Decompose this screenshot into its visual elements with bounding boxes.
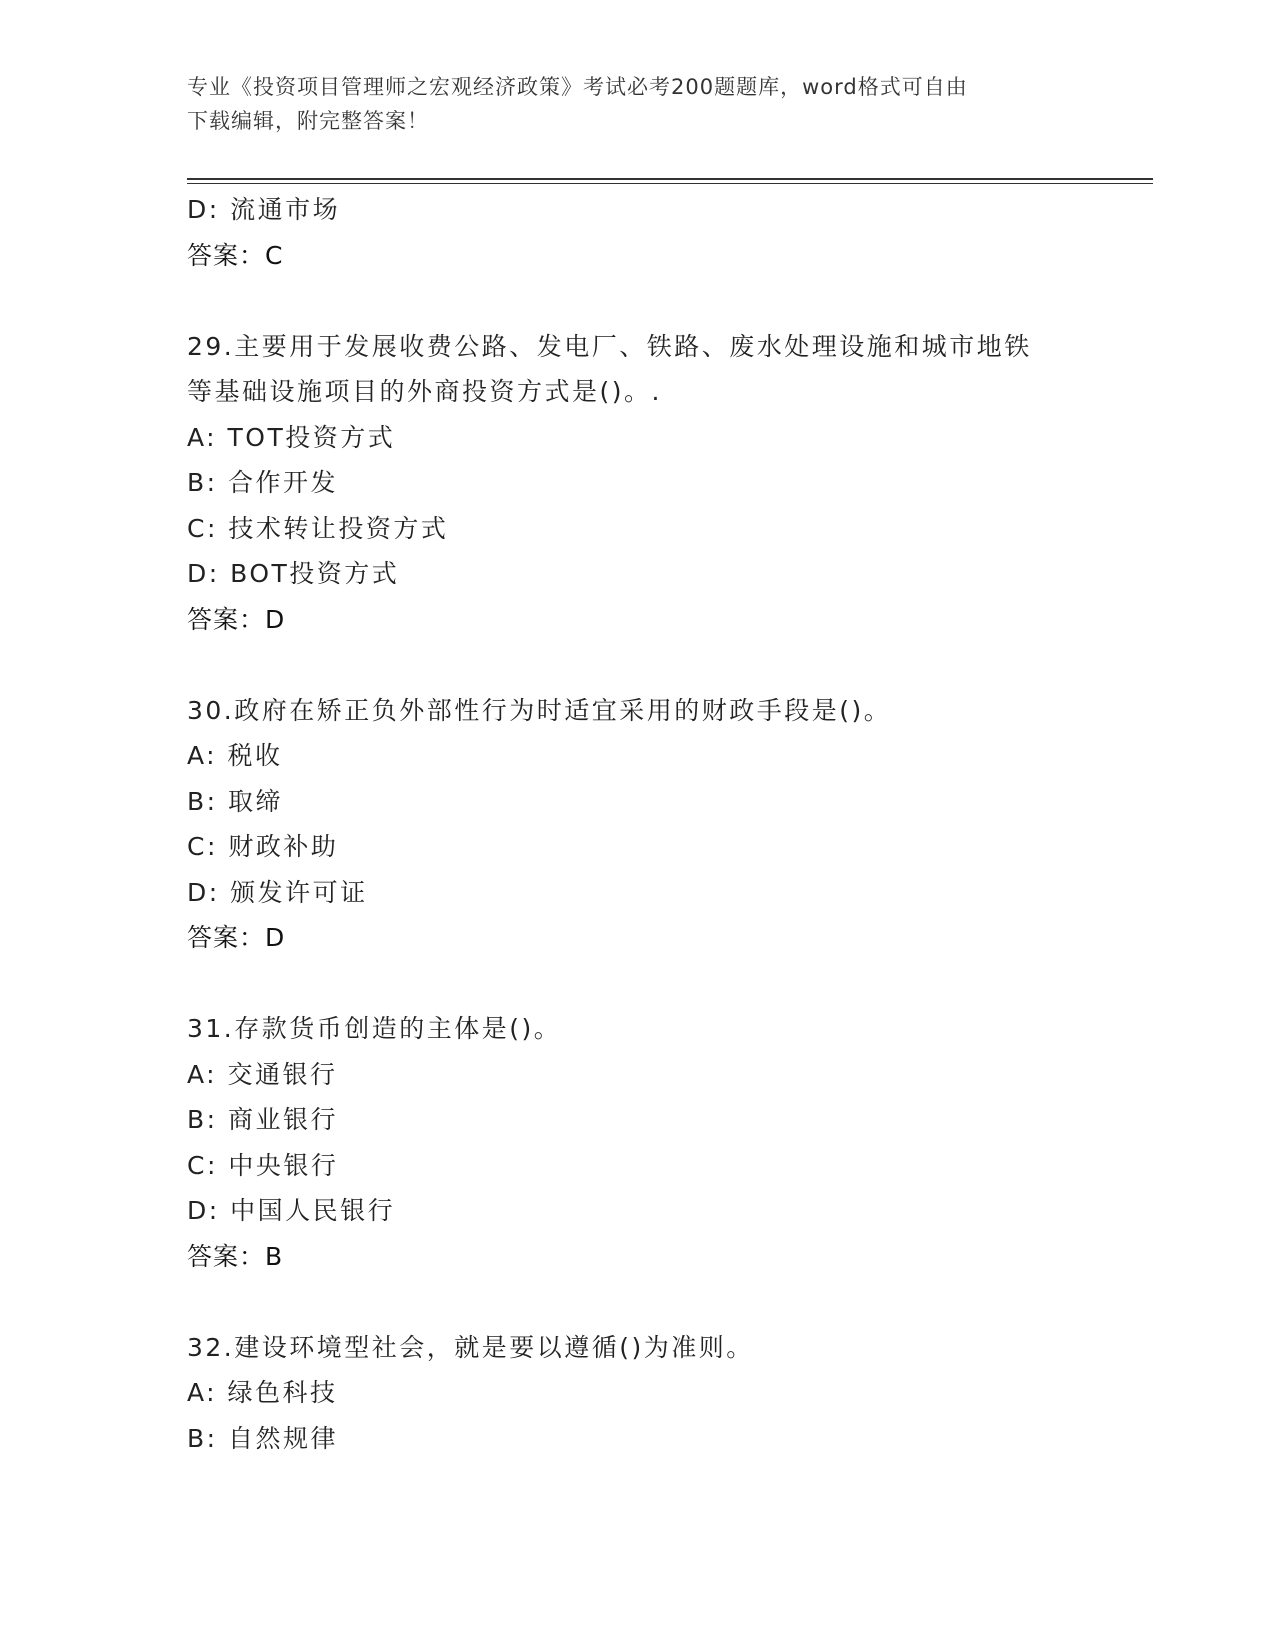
question-stem: 32.建设环境型社会，就是要以遵循()为准则。: [187, 1332, 754, 1362]
option-a: A: 绿色科技: [187, 1378, 338, 1407]
spacer: [187, 642, 1087, 688]
header-line-2: 下载编辑，附完整答案！: [187, 109, 429, 133]
question-30: [187, 688, 1087, 961]
option-a: A: TOT投资方式: [187, 422, 396, 452]
option-a: A: 税收: [187, 741, 283, 770]
question-32: [187, 1325, 1087, 1462]
option-b: B: 合作开发: [187, 468, 339, 497]
option-b: B: 自然规律: [187, 1423, 339, 1453]
question-stem: 29.主要用于发展收费公路、发电厂、铁路、废水处理设施和城市地铁: [187, 331, 1032, 361]
question-29: [187, 324, 1087, 643]
option-b: B: 取缔: [187, 786, 284, 816]
header-line-1: 专业《投资项目管理师之宏观经济政策》考试必考200题题库，word格式可自由: [187, 75, 968, 99]
option-c: C: 财政补助: [187, 832, 339, 861]
option-d: D: 颁发许可证: [187, 877, 368, 907]
answer-line: 答案：B: [187, 1241, 284, 1271]
question-stem: 31.存款货币创造的主体是()。: [187, 1014, 562, 1043]
option-d: D: 流通市场: [187, 195, 341, 224]
answer-line: 答案：C: [187, 240, 284, 270]
option-c: C: 技术转让投资方式: [187, 513, 449, 543]
page-header: [187, 70, 1067, 138]
spacer: [187, 1279, 1087, 1325]
question-28-carryover: [187, 187, 1087, 278]
document-body: [187, 187, 1087, 1461]
spacer: [187, 961, 1087, 1007]
option-d: D: 中国人民银行: [187, 1196, 396, 1225]
option-d: D: BOT投资方式: [187, 559, 400, 588]
answer-line: 答案：D: [187, 604, 286, 634]
answer-line: 答案：D: [187, 923, 286, 952]
header-divider-thick: [187, 178, 1153, 180]
option-b: B: 商业银行: [187, 1105, 339, 1134]
option-c: C: 中央银行: [187, 1150, 339, 1180]
header-divider-thin: [187, 183, 1153, 184]
question-31: [187, 1006, 1087, 1279]
spacer: [187, 278, 1087, 324]
option-a: A: 交通银行: [187, 1059, 338, 1089]
question-stem: 等基础设施项目的外商投资方式是()。.: [187, 377, 662, 406]
question-stem: 30.政府在矫正负外部性行为时适宜采用的财政手段是()。: [187, 695, 892, 725]
